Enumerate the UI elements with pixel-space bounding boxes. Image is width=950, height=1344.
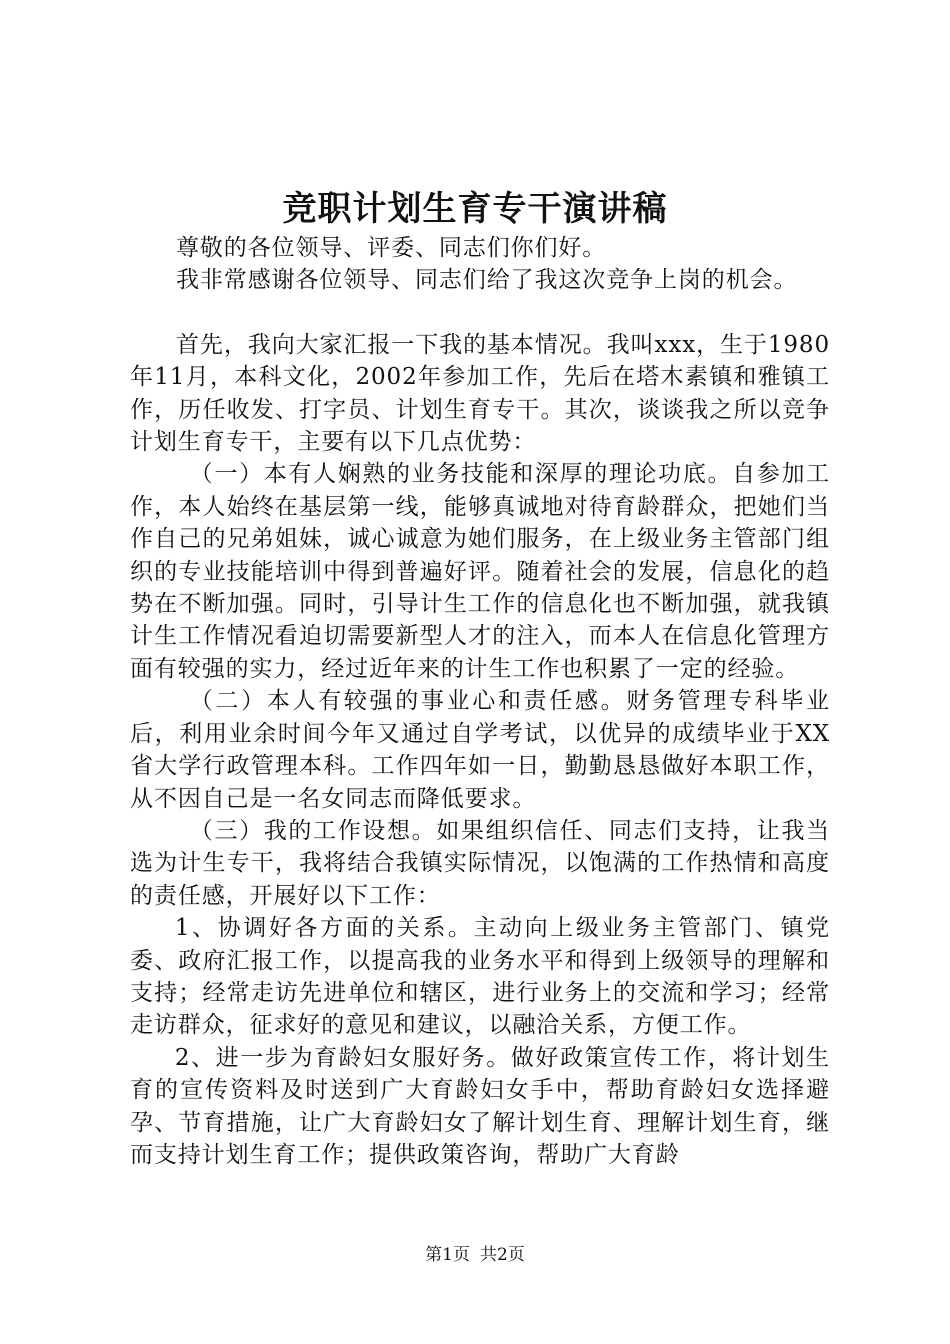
- page-total: 共2页: [480, 1245, 525, 1265]
- work-plan-paragraph: （三）我的工作设想。如果组织信任、同志们支持，让我当选为计生专干，我将结合我镇实际情况，以饱满的工作热情和高度的责任感，开展好以下工作：: [130, 817, 830, 909]
- advantage-two-paragraph: （二）本人有较强的事业心和责任感。财务管理专科毕业后，利用业余时间今年又通过自学考试，以优异的成绩毕业于XX省大学行政管理本科。工作四年如一日，勤勤恳恳做好本职工作，从不因自己是一名女同志而降低要求。: [130, 688, 830, 812]
- page-number: 第1页: [425, 1245, 470, 1265]
- advantage-one-paragraph: （一）本有人娴熟的业务技能和深厚的理论功底。自参加工作，本人始终在基层第一线，能够真诚地对待育龄群众，把她们当作自己的兄弟姐妹，诚心诚意为她们服务，在上级业务主管部门组织的专业技能培训中得到普遍好评。随着社会的发展，信息化的趋势在不断加强。同时，引导计生工作的信息化也不断加强，就我镇计生工作情况看迫切需要新型人才的注入，而本人在信息化管理方面有较强的实力，经过近年来的计生工作也积累了一定的经验。: [130, 461, 830, 682]
- intro-paragraph: 首先，我向大家汇报一下我的基本情况。我叫xxx，生于1980年11月，本科文化，2002年参加工作，先后在塔木素镇和雅镇工作，历任收发、打字员、计划生育专干。其次，谈谈我之所以竞争计划生育专干，主要有以下几点优势：: [130, 331, 830, 456]
- document-body: [130, 232, 830, 1171]
- plan-item-one-paragraph: 1、协调好各方面的关系。主动向上级业务主管部门、镇党委、政府汇报工作，以提高我的业务水平和得到上级领导的理解和支持；经常走访先进单位和辖区，进行业务上的交流和学习；经常走访群众，征求好的意见和建议，以融洽关系，方便工作。: [130, 915, 830, 1039]
- paragraph-spacer: [130, 297, 830, 329]
- document-title: 竞职计划生育专干演讲稿: [282, 189, 668, 229]
- plan-item-two-paragraph: 2、进一步为育龄妇女服好务。做好政策宣传工作，将计划生育的宣传资料及时送到广大育龄妇女手中，帮助育龄妇女选择避孕、节育措施，让广大育龄妇女了解计划生育、理解计划生育，继而支持计划生育工作；提供政策咨询，帮助广大育龄: [130, 1044, 830, 1168]
- page-footer: [0, 1243, 950, 1267]
- greeting-paragraph: 尊敬的各位领导、评委、同志们你们好。: [176, 235, 607, 261]
- thanks-paragraph: 我非常感谢各位领导、同志们给了我这次竞争上岗的机会。: [176, 267, 798, 294]
